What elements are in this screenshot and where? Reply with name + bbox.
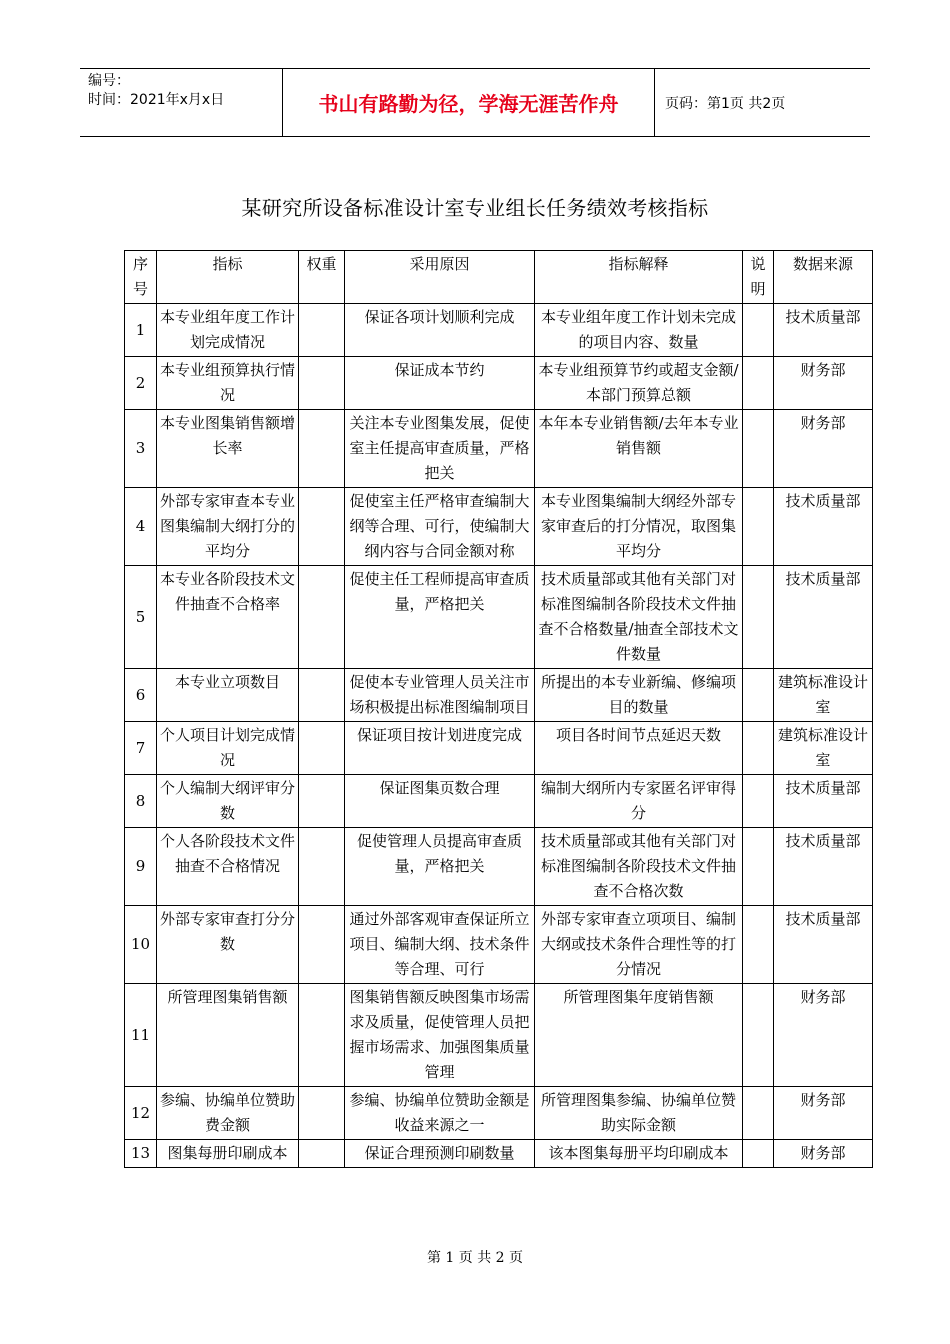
cell-explain: 技术质量部或其他有关部门对标准图编制各阶段技术文件抽查不合格次数 (535, 828, 743, 906)
table-row (125, 304, 873, 357)
cell-indicator: 个人各阶段技术文件抽查不合格情况 (157, 828, 299, 906)
cell-weight (299, 1140, 345, 1168)
cell-seq: 6 (125, 669, 157, 722)
table-row (125, 1087, 873, 1140)
cell-explain: 编制大纲所内专家匿名评审得分 (535, 775, 743, 828)
table-row (125, 906, 873, 984)
cell-indicator: 所管理图集销售额 (157, 984, 299, 1087)
table-row (125, 775, 873, 828)
cell-explain: 该本图集每册平均印刷成本 (535, 1140, 743, 1168)
cell-indicator: 本专业立项数目 (157, 669, 299, 722)
table-row (125, 488, 873, 566)
cell-note (743, 488, 774, 566)
table-row (125, 410, 873, 488)
cell-seq: 9 (125, 828, 157, 906)
cell-weight (299, 984, 345, 1087)
header-note: 说明 (743, 251, 774, 304)
cell-source: 财务部 (774, 410, 873, 488)
cell-note (743, 1140, 774, 1168)
cell-weight (299, 566, 345, 669)
cell-weight (299, 488, 345, 566)
cell-note (743, 828, 774, 906)
page-footer: 第 1 页 共 2 页 (426, 1250, 524, 1266)
cell-reason: 关注本专业图集发展，促使室主任提高审查质量，严格把关 (345, 410, 535, 488)
cell-indicator: 图集每册印刷成本 (157, 1140, 299, 1168)
cell-reason: 保证项目按计划进度完成 (345, 722, 535, 775)
header-meta (80, 69, 282, 136)
cell-source: 技术质量部 (774, 906, 873, 984)
cell-explain: 所管理图集年度销售额 (535, 984, 743, 1087)
cell-explain: 本专业组预算节约或超支金额/本部门预算总额 (535, 357, 743, 410)
table-row (125, 357, 873, 410)
cell-explain: 本专业组年度工作计划未完成的项目内容、数量 (535, 304, 743, 357)
cell-indicator: 个人编制大纲评审分数 (157, 775, 299, 828)
header-indicator: 指标 (157, 251, 299, 304)
cell-indicator: 外部专家审查打分分数 (157, 906, 299, 984)
cell-source: 技术质量部 (774, 304, 873, 357)
cell-reason: 保证图集页数合理 (345, 775, 535, 828)
cell-source: 技术质量部 (774, 828, 873, 906)
cell-source: 财务部 (774, 357, 873, 410)
header-seq: 序号 (125, 251, 157, 304)
cell-explain: 本专业图集编制大纲经外部专家审查后的打分情况，取图集平均分 (535, 488, 743, 566)
cell-indicator: 个人项目计划完成情况 (157, 722, 299, 775)
document-title: 某研究所设备标准设计室专业组长任务绩效考核指标 (241, 196, 709, 220)
cell-weight (299, 304, 345, 357)
cell-seq: 10 (125, 906, 157, 984)
cell-weight (299, 669, 345, 722)
cell-note (743, 669, 774, 722)
cell-explain: 所管理图集参编、协编单位赞助实际金额 (535, 1087, 743, 1140)
cell-reason: 图集销售额反映图集市场需求及质量，促使管理人员把握市场需求、加强图集质量管理 (345, 984, 535, 1087)
cell-reason: 保证合理预测印刷数量 (345, 1140, 535, 1168)
cell-explain: 所提出的本专业新编、修编项目的数量 (535, 669, 743, 722)
cell-note (743, 722, 774, 775)
cell-source: 技术质量部 (774, 775, 873, 828)
cell-note (743, 984, 774, 1087)
cell-reason: 促使管理人员提高审查质量，严格把关 (345, 828, 535, 906)
cell-weight (299, 722, 345, 775)
cell-reason: 促使主任工程师提高审查质量，严格把关 (345, 566, 535, 669)
cell-reason: 保证各项计划顺利完成 (345, 304, 535, 357)
cell-source: 技术质量部 (774, 566, 873, 669)
cell-source: 建筑标准设计室 (774, 722, 873, 775)
cell-seq: 12 (125, 1087, 157, 1140)
table-row (125, 669, 873, 722)
cell-reason: 保证成本节约 (345, 357, 535, 410)
cell-explain: 项目各时间节点延迟天数 (535, 722, 743, 775)
cell-reason: 促使本专业管理人员关注市场积极提出标准图编制项目 (345, 669, 535, 722)
cell-source: 建筑标准设计室 (774, 669, 873, 722)
header-explain: 指标解释 (535, 251, 743, 304)
table-row (125, 1140, 873, 1168)
cell-reason: 促使室主任严格审查编制大纲等合理、可行，使编制大纲内容与合同金额对称 (345, 488, 535, 566)
cell-indicator: 本专业图集销售额增长率 (157, 410, 299, 488)
cell-seq: 4 (125, 488, 157, 566)
cell-source: 财务部 (774, 1140, 873, 1168)
cell-weight (299, 1087, 345, 1140)
header-source: 数据来源 (774, 251, 873, 304)
cell-explain: 技术质量部或其他有关部门对标准图编制各阶段技术文件抽查不合格数量/抽查全部技术文件数量 (535, 566, 743, 669)
cell-weight (299, 906, 345, 984)
cell-weight (299, 410, 345, 488)
cell-seq: 2 (125, 357, 157, 410)
page-header (80, 68, 870, 137)
cell-reason: 通过外部客观审查保证所立项目、编制大纲、技术条件等合理、可行 (345, 906, 535, 984)
cell-note (743, 566, 774, 669)
table-row (125, 828, 873, 906)
cell-explain: 外部专家审查立项项目、编制大纲或技术条件合理性等的打分情况 (535, 906, 743, 984)
kpi-table (124, 250, 873, 1168)
cell-note (743, 304, 774, 357)
cell-note (743, 1087, 774, 1140)
table-header-row (125, 251, 873, 304)
cell-weight (299, 775, 345, 828)
cell-seq: 13 (125, 1140, 157, 1168)
table-row (125, 566, 873, 669)
header-reason: 采用原因 (345, 251, 535, 304)
cell-source: 财务部 (774, 984, 873, 1087)
cell-source: 财务部 (774, 1087, 873, 1140)
cell-note (743, 775, 774, 828)
header-weight: 权重 (299, 251, 345, 304)
table-row (125, 722, 873, 775)
code-label: 编号： (88, 73, 130, 89)
cell-indicator: 本专业各阶段技术文件抽查不合格率 (157, 566, 299, 669)
cell-reason: 参编、协编单位赞助金额是收益来源之一 (345, 1087, 535, 1140)
cell-weight (299, 357, 345, 410)
table-row (125, 984, 873, 1087)
cell-seq: 1 (125, 304, 157, 357)
cell-seq: 7 (125, 722, 157, 775)
header-page-info: 页码：第1页 共2页 (665, 95, 786, 112)
time-label: 时间：2021年x月x日 (88, 92, 225, 108)
cell-indicator: 本专业组年度工作计划完成情况 (157, 304, 299, 357)
cell-weight (299, 828, 345, 906)
cell-seq: 11 (125, 984, 157, 1087)
cell-indicator: 本专业组预算执行情况 (157, 357, 299, 410)
cell-seq: 8 (125, 775, 157, 828)
header-motto: 书山有路勤为径，学海无涯苦作舟 (282, 69, 655, 136)
cell-note (743, 410, 774, 488)
cell-seq: 3 (125, 410, 157, 488)
cell-source: 技术质量部 (774, 488, 873, 566)
cell-note (743, 357, 774, 410)
cell-seq: 5 (125, 566, 157, 669)
cell-indicator: 参编、协编单位赞助费金额 (157, 1087, 299, 1140)
cell-indicator: 外部专家审查本专业图集编制大纲打分的平均分 (157, 488, 299, 566)
cell-note (743, 906, 774, 984)
cell-explain: 本年本专业销售额/去年本专业销售额 (535, 410, 743, 488)
